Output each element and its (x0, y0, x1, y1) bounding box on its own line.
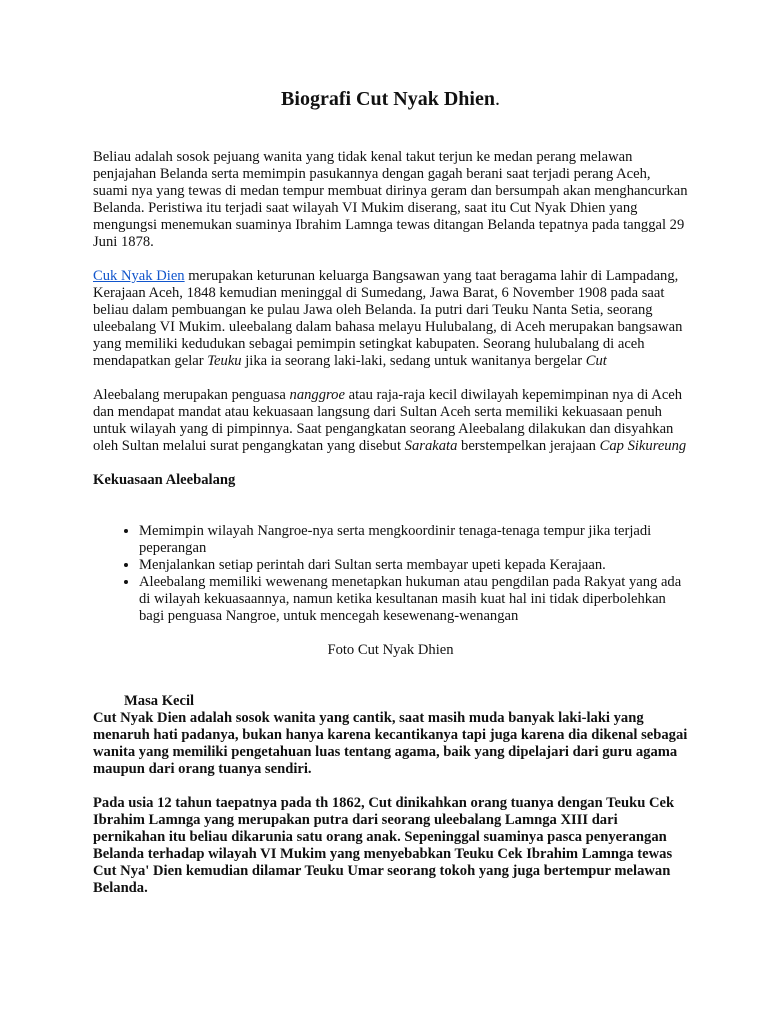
aleebalang-paragraph (93, 387, 688, 455)
kekuasaan-list (93, 523, 688, 625)
lineage-italic-teuku: Teuku (207, 353, 242, 369)
aleebalang-italic-cap-sikureung: Cap Sikureung (599, 438, 687, 454)
lineage-paragraph (93, 268, 688, 370)
list-item: • Menjalankan setiap perintah dari Sultan serta membayar upeti kepada Kerajaan. (139, 557, 688, 574)
document-page (93, 86, 688, 914)
lineage-text-2: jika ia seorang laki-laki, sedang untuk wanitanya bergelar (241, 353, 586, 369)
page-title (93, 86, 688, 112)
lineage-text-1: merupakan keturunan keluarga Bangsawan yang taat beragama lahir di Lampadang, Kerajaan Aceh, 1848 kemudian meninggal di Sumedang, Jawa Barat, 6 November 1908 pada saat beliau dalam pembuangan ke pulau Jawa oleh Belanda. Ia putri dari Teuku Nanta Setia, seorang uleebalang VI Mukim. uleebalang dalam bahasa melayu Hulubalang, di Aceh merupakan bangsawan yang memiliki kedudukan sebagai pemimpin setingkat kabupaten. Seorang hulubalang di aceh mendapatkan gelar (93, 268, 683, 369)
aleebalang-italic-sarakata: Sarakata (404, 438, 458, 454)
masa-kecil-paragraph-1: Cut Nyak Dien adalah sosok wanita yang cantik, saat masih muda banyak laki-laki yang menaruh hati padanya, bukan hanya karena kecantikanya tapi juga karena dia dikenal sebagai wanita yang memiliki pengetahuan luas tentang agama, baik yang dipelajari dari guru agama maupun dari orang tuanya sendiri. (93, 710, 688, 777)
list-item: • Memimpin wilayah Nangroe-nya serta mengkoordinir tenaga-tenaga tempur jika terjadi peperangan (139, 523, 688, 557)
masa-kecil-paragraph-2: Pada usia 12 tahun taepatnya pada th 1862, Cut dinikahkan orang tuanya dengan Teuku Cek Ibrahim Lamnga yang merupakan putra dari seorang uleebalang Lamnga XIII dari pernikahan itu beliau dikarunia satu orang anak. Sepeninggal suaminya pasca penyerangan Belanda terhadap wilayah VI Mukim yang menyebabkan Teuku Cek Ibrahim Lamnga tewas Cut Nya' Dien kemudian dilamar Teuku Umar seorang tokoh yang juga bertempur melawan Belanda. (93, 795, 675, 896)
title-text: Biografi Cut Nyak Dhien (281, 88, 495, 110)
cut-nyak-dien-link[interactable]: Cuk Nyak Dien (93, 268, 185, 284)
aleebalang-text-1: Aleebalang merupakan penguasa (93, 387, 290, 403)
intro-paragraph: Beliau adalah sosok pejuang wanita yang tidak kenal takut terjun ke medan perang melawan penjajahan Belanda serta memimpin pasukannya dengan gagah berani saat terjadi perang Aceh, suami nya yang tewas di medan tempur membuat dirinya geram dan bersumpah akan menghancurkan Belanda. Peristiwa itu terjadi saat wilayah VI Mukim diserang, saat itu Cut Nyak Dhien yang mengungsi menemukan suaminya Ibrahim Lamnga tewas ditangan Belanda tepatnya pada tanggal 29 Juni 1878. (93, 149, 688, 250)
list-item: • Aleebalang memiliki wewenang menetapkan hukuman atau pengdilan pada Rakyat yang ada di wilayah kekuasaannya, namun ketika kesultanan masih kuat hal ini tidak diperbolehkan bagi penguasa Nangroe, untuk mencegah kesewenang-wenangan (139, 574, 688, 625)
lineage-italic-cut: Cut (585, 353, 607, 369)
photo-caption: Foto Cut Nyak Dhien (327, 642, 454, 658)
aleebalang-italic-nanggroe: nanggroe (289, 387, 345, 403)
aleebalang-text-2: atau raja-raja kecil diwilayah kepemimpinan nya di Aceh dan mendapat mandat atau kekuasaan langsung dari Sultan Aceh serta memiliki kekuasaan penuh untuk wilayah yang di pimpinnya. Saat pengangkatan seorang Aleebalang dilakukan dan disyahkan oleh Sultan melalui surat pengangkatan yang disebut (93, 387, 683, 454)
aleebalang-text-3: berstempelkan jerajaan (457, 438, 600, 454)
kekuasaan-heading: Kekuasaan Aleebalang (93, 472, 236, 488)
title-dot: . (494, 88, 500, 110)
masa-kecil-heading: Masa Kecil (124, 693, 195, 709)
